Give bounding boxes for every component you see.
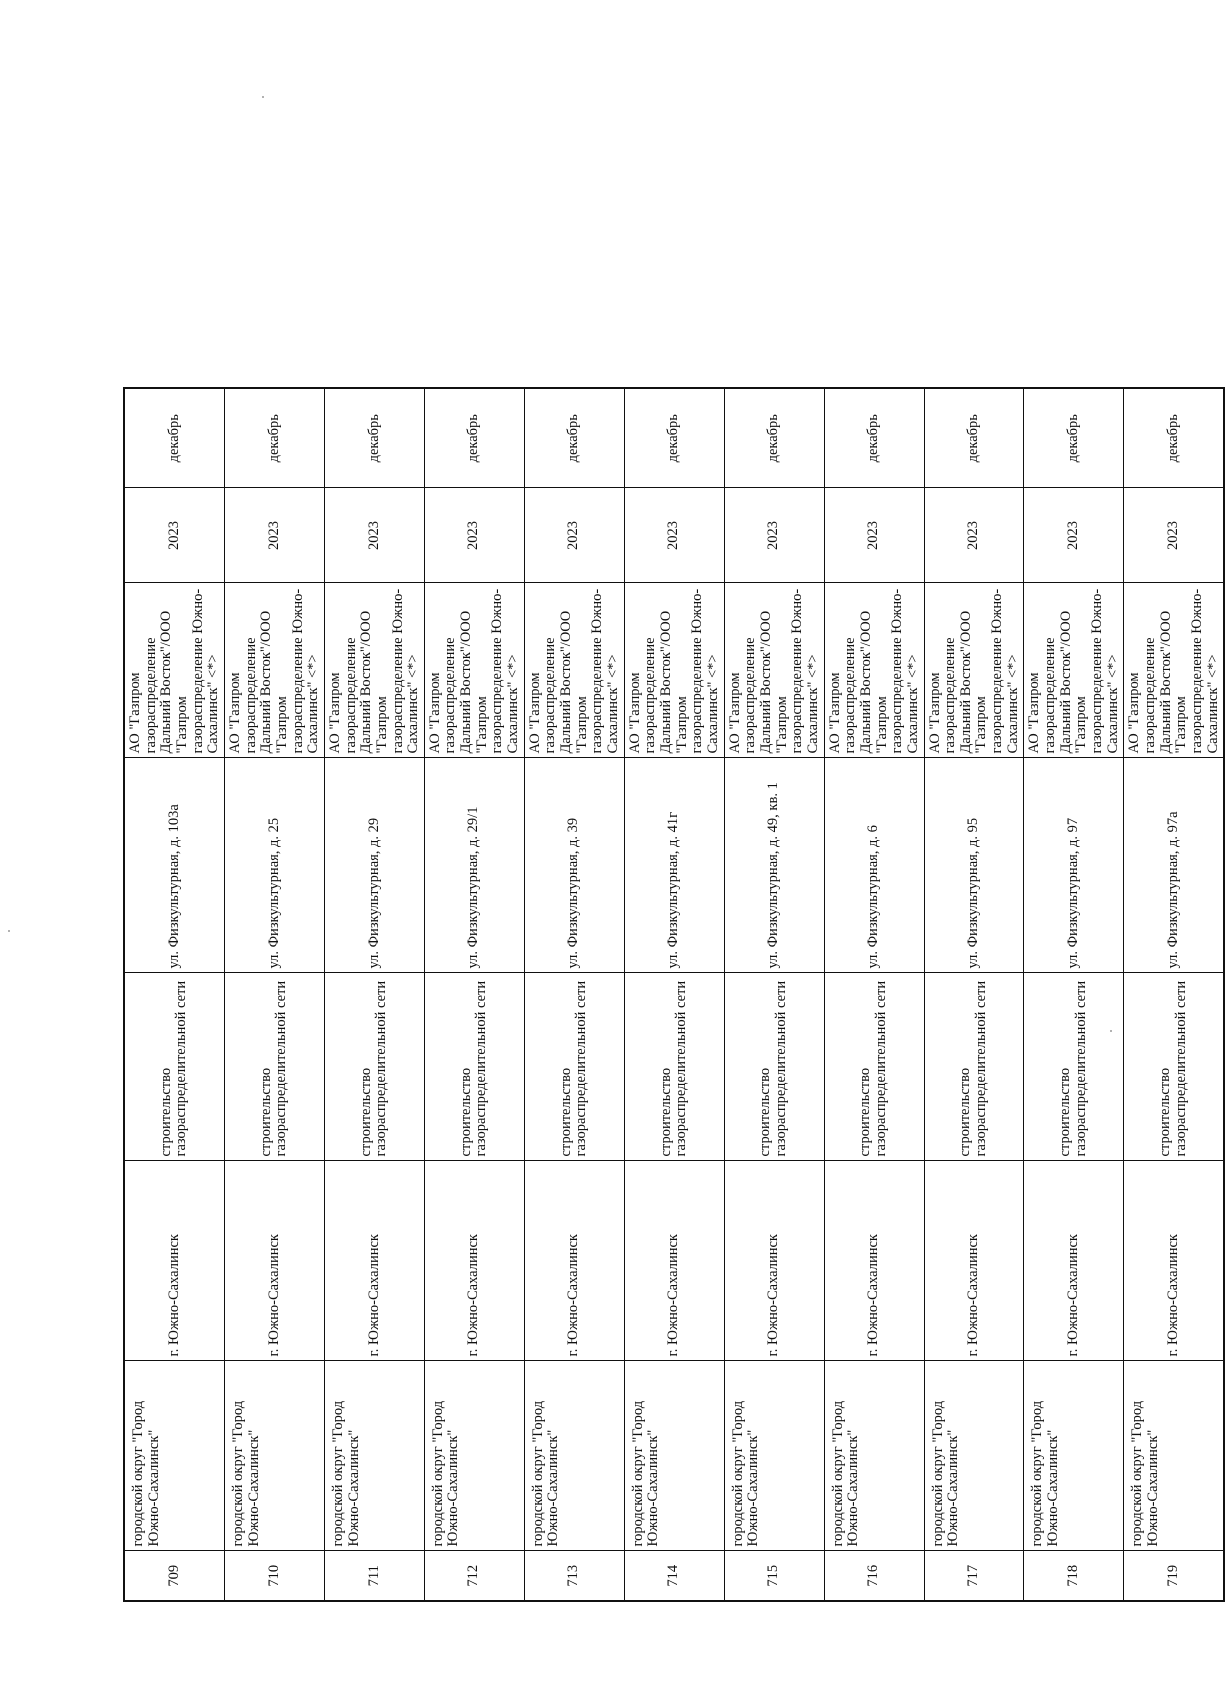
city-cell: г. Южно-Сахалинск: [324, 1161, 424, 1361]
month-cell: декабрь: [324, 388, 424, 488]
organization-cell: АО "Газпром газораспределение Дальний Восток"/ООО "Газпром газораспределение Южно-Сахалинск" <*>: [424, 583, 524, 758]
city-cell: г. Южно-Сахалинск: [124, 1161, 224, 1361]
city-cell: г. Южно-Сахалинск: [1124, 1161, 1224, 1361]
organization-cell: АО "Газпром газораспределение Дальний Восток"/ООО "Газпром газораспределение Южно-Сахалинск" <*>: [1024, 583, 1124, 758]
city-cell: г. Южно-Сахалинск: [624, 1161, 724, 1361]
work-type-cell: строительство газораспределительной сети: [224, 973, 324, 1161]
address-cell: ул. Физкультурная, д. 49, кв. 1: [724, 758, 824, 973]
address-cell: ул. Физкультурная, д. 97а: [1124, 758, 1224, 973]
organization-cell: АО "Газпром газораспределение Дальний Восток"/ООО "Газпром газораспределение Южно-Сахалинск" <*>: [624, 583, 724, 758]
address-cell: ул. Физкультурная, д. 39: [524, 758, 624, 973]
month-cell: декабрь: [1124, 388, 1224, 488]
scan-speck: [8, 930, 10, 932]
row-number: 717: [924, 1551, 1024, 1601]
month-cell: декабрь: [624, 388, 724, 488]
table-row: [524, 388, 624, 1601]
table-row: [724, 388, 824, 1601]
row-number: 719: [1124, 1551, 1224, 1601]
city-cell: г. Южно-Сахалинск: [1024, 1161, 1124, 1361]
city-cell: г. Южно-Сахалинск: [724, 1161, 824, 1361]
row-number: 710: [224, 1551, 324, 1601]
address-cell: ул. Физкультурная, д. 41г: [624, 758, 724, 973]
address-cell: ул. Физкультурная, д. 29: [324, 758, 424, 973]
row-number: 711: [324, 1551, 424, 1601]
table-row: [124, 388, 224, 1601]
row-number: 709: [124, 1551, 224, 1601]
table-row: [1024, 388, 1124, 1601]
work-type-cell: строительство газораспределительной сети: [124, 973, 224, 1161]
table-row: [424, 388, 524, 1601]
municipality-cell: городской округ "Город Южно-Сахалинск": [424, 1361, 524, 1551]
address-cell: ул. Физкультурная, д. 95: [924, 758, 1024, 973]
city-cell: г. Южно-Сахалинск: [924, 1161, 1024, 1361]
municipality-cell: городской округ "Город Южно-Сахалинск": [224, 1361, 324, 1551]
table-row: [624, 388, 724, 1601]
year-cell: 2023: [624, 488, 724, 583]
year-cell: 2023: [524, 488, 624, 583]
municipality-cell: городской округ "Город Южно-Сахалинск": [1124, 1361, 1224, 1551]
organization-cell: АО "Газпром газораспределение Дальний Восток"/ООО "Газпром газораспределение Южно-Сахалинск" <*>: [724, 583, 824, 758]
table-row: [824, 388, 924, 1601]
organization-cell: АО "Газпром газораспределение Дальний Восток"/ООО "Газпром газораспределение Южно-Сахалинск" <*>: [524, 583, 624, 758]
city-cell: г. Южно-Сахалинск: [824, 1161, 924, 1361]
municipality-cell: городской округ "Город Южно-Сахалинск": [724, 1361, 824, 1551]
table-row: [224, 388, 324, 1601]
municipality-cell: городской округ "Город Южно-Сахалинск": [324, 1361, 424, 1551]
year-cell: 2023: [924, 488, 1024, 583]
table-row: [1124, 388, 1224, 1601]
work-type-cell: строительство газораспределительной сети: [424, 973, 524, 1161]
city-cell: г. Южно-Сахалинск: [224, 1161, 324, 1361]
year-cell: 2023: [424, 488, 524, 583]
municipality-cell: городской округ "Город Южно-Сахалинск": [624, 1361, 724, 1551]
municipality-cell: городской округ "Город Южно-Сахалинск": [824, 1361, 924, 1551]
address-cell: ул. Физкультурная, д. 97: [1024, 758, 1124, 973]
work-type-cell: строительство газораспределительной сети: [1024, 973, 1124, 1161]
month-cell: декабрь: [924, 388, 1024, 488]
work-type-cell: строительство газораспределительной сети: [524, 973, 624, 1161]
year-cell: 2023: [1024, 488, 1124, 583]
municipality-cell: городской округ "Город Южно-Сахалинск": [924, 1361, 1024, 1551]
year-cell: 2023: [724, 488, 824, 583]
city-cell: г. Южно-Сахалинск: [424, 1161, 524, 1361]
year-cell: 2023: [324, 488, 424, 583]
address-cell: ул. Физкультурная, д. 29/1: [424, 758, 524, 973]
organization-cell: АО "Газпром газораспределение Дальний Восток"/ООО "Газпром газораспределение Южно-Сахалинск" <*>: [924, 583, 1024, 758]
month-cell: декабрь: [1024, 388, 1124, 488]
year-cell: 2023: [224, 488, 324, 583]
month-cell: декабрь: [424, 388, 524, 488]
table-row: [924, 388, 1024, 1601]
year-cell: 2023: [1124, 488, 1224, 583]
work-type-cell: строительство газораспределительной сети: [924, 973, 1024, 1161]
organization-cell: АО "Газпром газораспределение Дальний Восток"/ООО "Газпром газораспределение Южно-Сахалинск" <*>: [124, 583, 224, 758]
gasification-registry-table: [123, 387, 1225, 1602]
work-type-cell: строительство газораспределительной сети: [1124, 973, 1224, 1161]
address-cell: ул. Физкультурная, д. 103а: [124, 758, 224, 973]
month-cell: декабрь: [124, 388, 224, 488]
row-number: 713: [524, 1551, 624, 1601]
row-number: 712: [424, 1551, 524, 1601]
row-number: 718: [1024, 1551, 1124, 1601]
month-cell: декабрь: [724, 388, 824, 488]
organization-cell: АО "Газпром газораспределение Дальний Восток"/ООО "Газпром газораспределение Южно-Сахалинск" <*>: [1124, 583, 1224, 758]
year-cell: 2023: [824, 488, 924, 583]
rotated-page: [123, 389, 1221, 1602]
address-cell: ул. Физкультурная, д. 6: [824, 758, 924, 973]
row-number: 714: [624, 1551, 724, 1601]
registry-rows: [124, 388, 1224, 1601]
month-cell: декабрь: [224, 388, 324, 488]
organization-cell: АО "Газпром газораспределение Дальний Восток"/ООО "Газпром газораспределение Южно-Сахалинск" <*>: [324, 583, 424, 758]
municipality-cell: городской округ "Город Южно-Сахалинск": [124, 1361, 224, 1551]
table-row: [324, 388, 424, 1601]
work-type-cell: строительство газораспределительной сети: [824, 973, 924, 1161]
work-type-cell: строительство газораспределительной сети: [624, 973, 724, 1161]
month-cell: декабрь: [824, 388, 924, 488]
work-type-cell: строительство газораспределительной сети: [724, 973, 824, 1161]
row-number: 716: [824, 1551, 924, 1601]
organization-cell: АО "Газпром газораспределение Дальний Восток"/ООО "Газпром газораспределение Южно-Сахалинск" <*>: [224, 583, 324, 758]
row-number: 715: [724, 1551, 824, 1601]
year-cell: 2023: [124, 488, 224, 583]
municipality-cell: городской округ "Город Южно-Сахалинск": [1024, 1361, 1124, 1551]
city-cell: г. Южно-Сахалинск: [524, 1161, 624, 1361]
municipality-cell: городской округ "Город Южно-Сахалинск": [524, 1361, 624, 1551]
month-cell: декабрь: [524, 388, 624, 488]
work-type-cell: строительство газораспределительной сети: [324, 973, 424, 1161]
organization-cell: АО "Газпром газораспределение Дальний Восток"/ООО "Газпром газораспределение Южно-Сахалинск" <*>: [824, 583, 924, 758]
address-cell: ул. Физкультурная, д. 25: [224, 758, 324, 973]
scan-speck: [262, 96, 264, 98]
